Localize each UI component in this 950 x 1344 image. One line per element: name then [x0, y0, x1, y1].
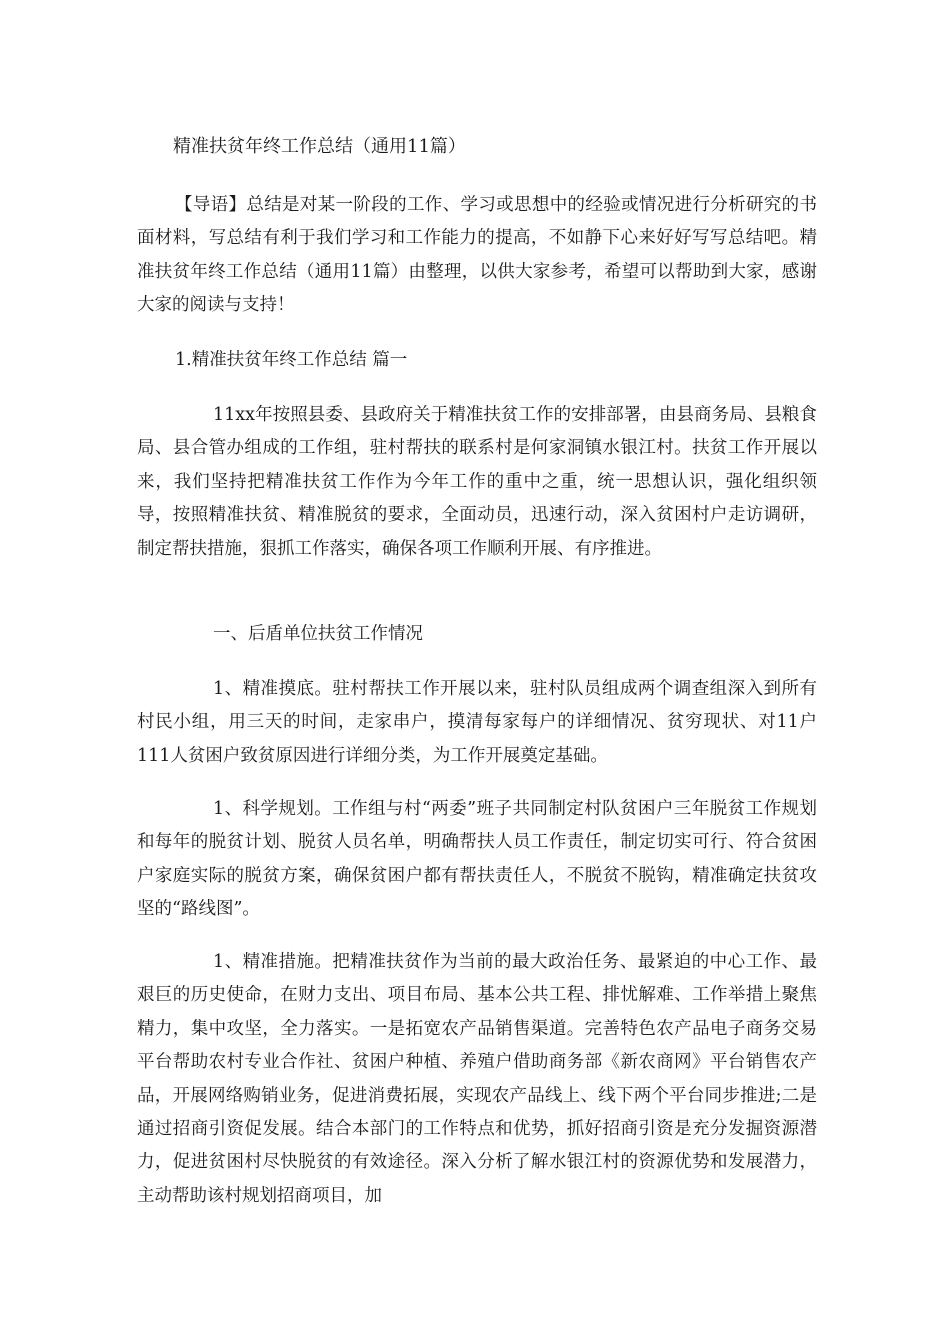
section-heading: 1.精准扶贫年终工作总结 篇一: [175, 350, 408, 370]
list-item-precise-survey: 1、精准摸底。驻村帮扶工作开展以来，驻村队员组成两个调查组深入到所有村民小组，用三天的时间，走家串户，摸清每家每户的详细情况、贫穷现状、对11户111人贫困户致贫原因进行详细分类，为工作开展奠定基础。: [137, 679, 817, 766]
document-title: 精准扶贫年终工作总结（通用11篇）: [173, 136, 466, 157]
intro-paragraph: 【导语】总结是对某一阶段的工作、学习或思想中的经验或情况进行分析研究的书面材料，写总结有利于我们学习和工作能力的提高，不如静下心来好好写写总结吧。精准扶贫年终工作总结（通用11篇）由整理，以供大家参考，希望可以帮助到大家，感谢大家的阅读与支持！: [137, 195, 817, 316]
section-paragraph: 11xx年按照县委、县政府关于精准扶贫工作的安排部署，由县商务局、县粮食局、县合管办组成的工作组，驻村帮扶的联系村是何家洞镇水银江村。扶贫工作开展以来，我们坚持把精准扶贫工作作为今年工作的重中之重，统一思想认识，强化组织领导，按照精准扶贫、精准脱贫的要求，全面动员，迅速行动，深入贫困村户走访调研，制定帮扶措施，狠抓工作落实，确保各项工作顺利开展、有序推进。: [137, 405, 817, 559]
list-item-precise-measures: 1、精准措施。把精准扶贫作为当前的最大政治任务、最紧迫的中心工作、最艰巨的历史使命，在财力支出、项目布局、基本公共工程、排忧解难、工作举措上聚焦精力，集中攻坚，全力落实。一是拓宽农产品销售渠道。完善特色农产品电子商务交易平台帮助农村专业合作社、贫困户种植、养殖户借助商务部《新农商网》平台销售农产品，开展网络购销业务，促进消费拓展，实现农产品线上、线下两个平台同步推进;二是通过招商引资促发展。结合本部门的工作特点和优势，抓好招商引资是充分发掘资源潜力，促进贫困村尽快脱贫的有效途径。深入分析了解水银江村的资源优势和发展潜力，主动帮助该村规划招商项目，加: [137, 952, 817, 1206]
subsection-heading: 一、后盾单位扶贫工作情况: [213, 624, 423, 644]
list-item-scientific-planning: 1、科学规划。工作组与村“两委”班子共同制定村队贫困户三年脱贫工作规划和每年的脱贫计划、脱贫人员名单，明确帮扶人员工作责任，制定切实可行、符合贫困户家庭实际的脱贫方案，确保贫困户都有帮扶责任人，不脱贫不脱钩，精准确定扶贫攻坚的“路线图”。: [137, 799, 817, 920]
